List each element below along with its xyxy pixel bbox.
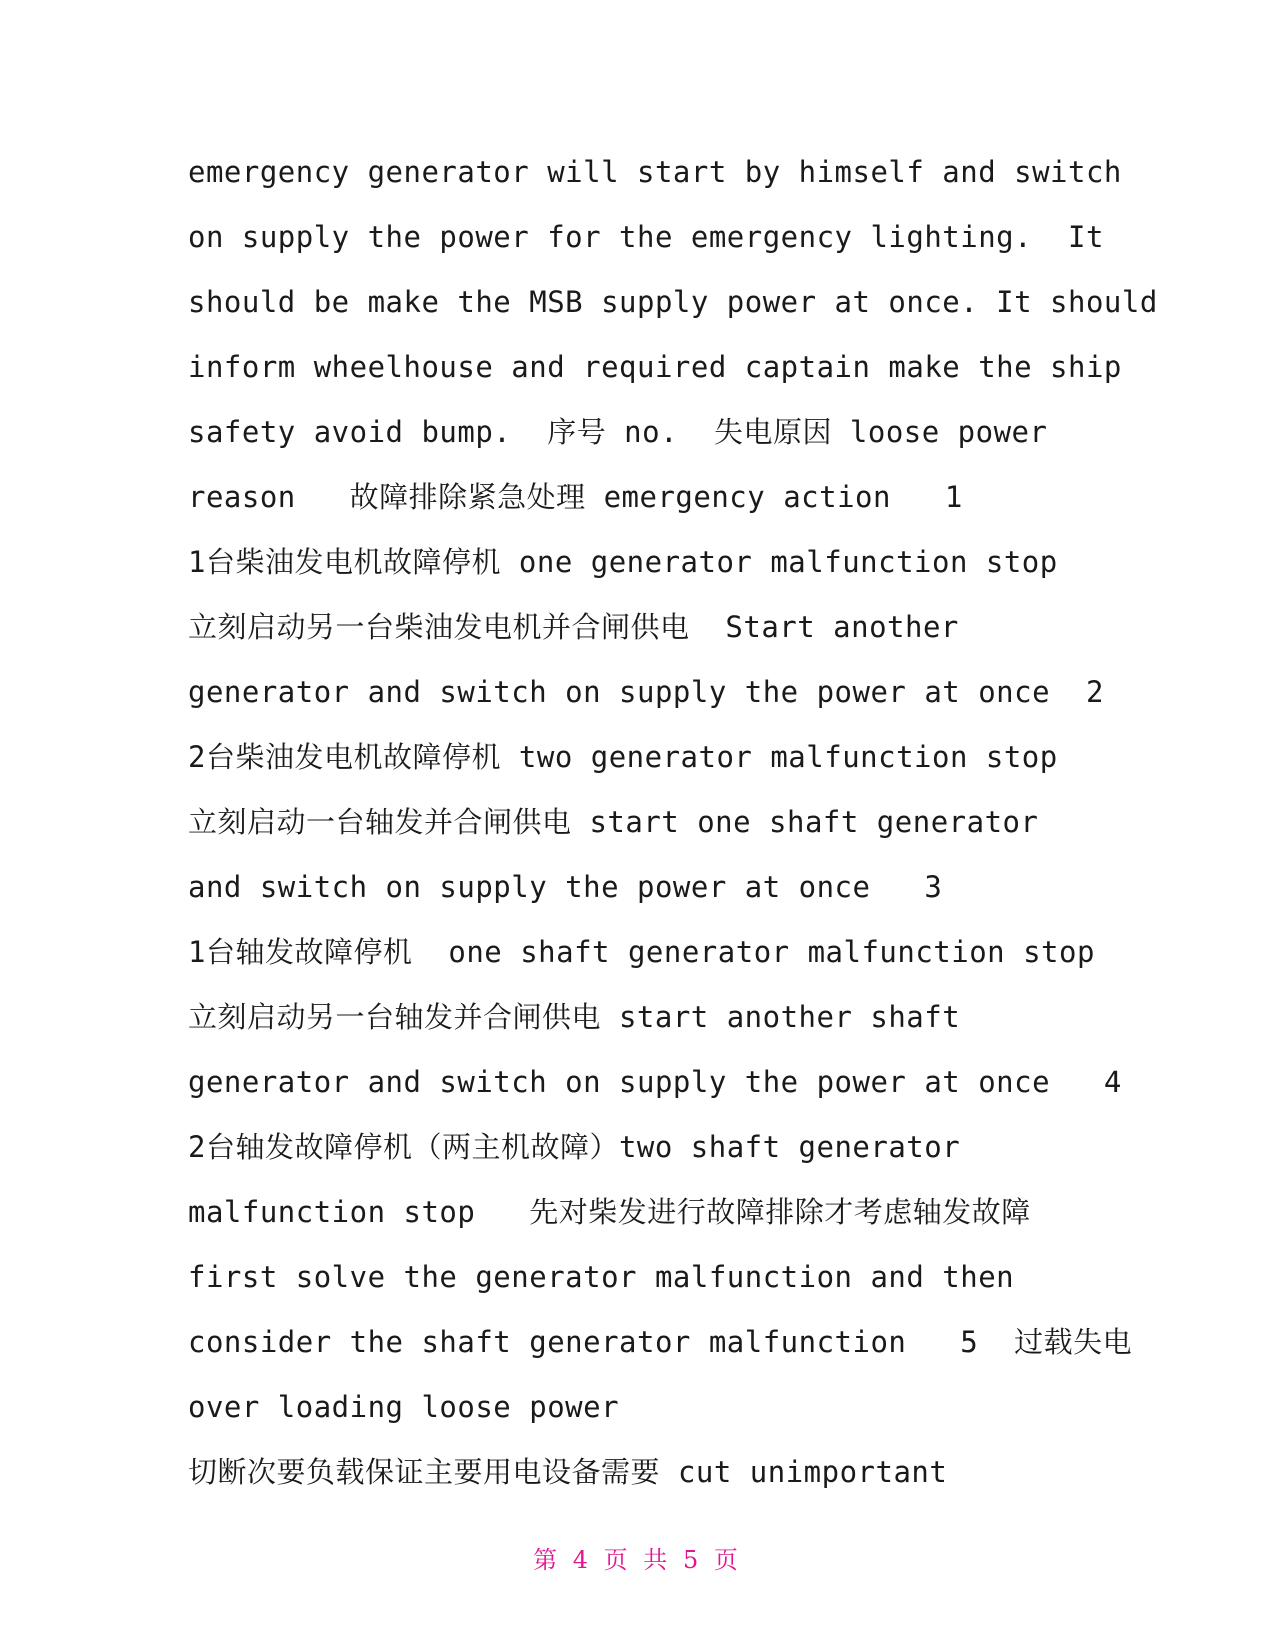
text-line: emergency generator will start by himself and switch [188, 155, 1122, 189]
text-line: 1台轴发故障停机 one shaft generator malfunction stop [188, 935, 1095, 969]
text-line: 切断次要负载保证主要用电设备需要 cut unimportant [188, 1455, 948, 1489]
text-line: 1台柴油发电机故障停机 one generator malfunction stop [188, 545, 1058, 579]
text-line: inform wheelhouse and required captain make the ship [188, 350, 1122, 384]
text-line: 2台轴发故障停机（两主机故障）two shaft generator [188, 1130, 961, 1164]
text-line: 2台柴油发电机故障停机 two generator malfunction stop [188, 740, 1058, 774]
text-line: should be make the MSB supply power at once. It should [188, 285, 1158, 319]
text-line: consider the shaft generator malfunction 5 过载失电 [188, 1325, 1133, 1359]
text-line: safety avoid bump. 序号 no. 失电原因 loose power [188, 415, 1048, 449]
page-number-footer: 第 4 页 共 5 页 [533, 1546, 742, 1574]
text-line: over loading loose power [188, 1390, 620, 1424]
text-line: and switch on supply the power at once 3 [188, 870, 943, 904]
text-line: first solve the generator malfunction and then [188, 1260, 1015, 1294]
text-line: 立刻启动另一台轴发并合闸供电 start another shaft [188, 1000, 961, 1034]
text-line: malfunction stop 先对柴发进行故障排除才考虑轴发故障 [188, 1195, 1031, 1229]
text-line: on supply the power for the emergency lighting. It [188, 220, 1104, 254]
text-line: 立刻启动一台轴发并合闸供电 start one shaft generator [188, 805, 1039, 839]
text-line: generator and switch on supply the power at once 2 [188, 675, 1104, 709]
text-line: 立刻启动另一台柴油发电机并合闸供电 Start another [188, 610, 959, 644]
text-line: generator and switch on supply the power at once 4 [188, 1065, 1122, 1099]
body-text [188, 140, 1158, 1505]
text-line: reason 故障排除紧急处理 emergency action 1 [188, 480, 963, 514]
